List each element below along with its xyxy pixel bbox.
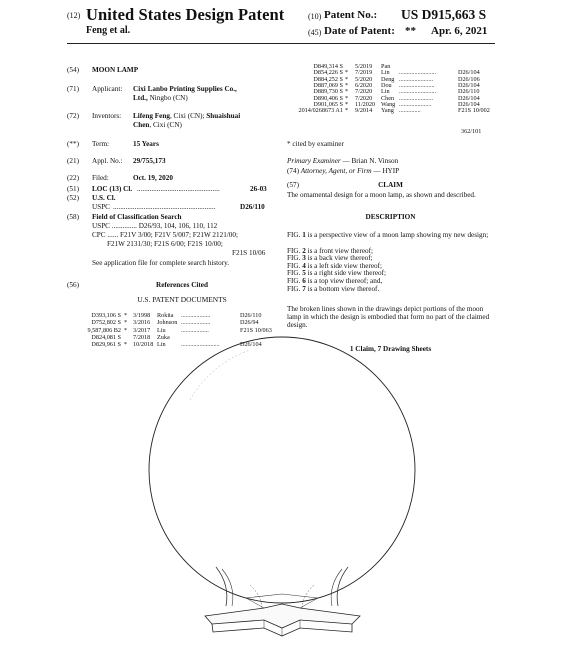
- fig-label: FIG.: [287, 254, 301, 263]
- fcs-uspc: USPC .............. D26/93, 104, 106, 110, 112: [92, 222, 218, 230]
- attorney-name: — HYIP: [371, 167, 400, 175]
- ref-dots: .........................: [181, 342, 220, 349]
- applicant-name-cont: Ltd.,: [133, 94, 148, 102]
- fig-description: is a back view thereof;: [307, 254, 373, 263]
- loc-label: LOC (13) Cl.: [92, 185, 133, 193]
- fcs-cpc-cont: F21W 2131/30; F21S 6/00; F21S 10/00;: [107, 240, 223, 248]
- ref-date: 7/2018: [133, 333, 151, 341]
- ref-dots: ........................: [399, 70, 437, 77]
- ref-class: F21S 10/002: [458, 107, 490, 115]
- cited-note: * cited by examiner: [287, 140, 344, 148]
- ref-star: *: [345, 69, 349, 77]
- examiner-label: Primary Examiner: [287, 157, 341, 165]
- examiner-name: — Brian N. Vinson: [340, 157, 399, 165]
- ref-star: *: [124, 326, 128, 334]
- ref-date: 7/2020: [355, 94, 373, 102]
- term-label: Term:: [92, 140, 110, 148]
- refs-title: References Cited: [156, 281, 208, 289]
- ref-number: 9,587,806 B2: [87, 326, 121, 334]
- patent-no-code: (10): [308, 12, 322, 21]
- ref-number: D752,802 S: [91, 319, 121, 327]
- kind-code: (12): [67, 11, 81, 20]
- filed-date: Oct. 19, 2020: [133, 174, 173, 182]
- stand-base-back-arm: [246, 594, 318, 598]
- claims-summary: 1 Claim, 7 Drawing Sheets: [349, 345, 432, 353]
- filed-label: Filed:: [92, 174, 109, 182]
- ref-name: Pan: [381, 63, 391, 70]
- fig-label: FIG.: [287, 261, 301, 270]
- ref-date: 5/2019: [355, 63, 373, 70]
- inventor-short: Feng et al.: [86, 25, 131, 36]
- ref-dots: ...................: [181, 320, 211, 327]
- fig-description: is a right side view thereof;: [307, 269, 387, 278]
- ref-name: Lin: [157, 341, 166, 349]
- ref-number: D889,730 S: [313, 88, 343, 96]
- ref-star: *: [124, 319, 128, 327]
- attorney-label: Attorney, Agent, or Firm: [300, 167, 372, 175]
- ref-name: Rokita: [157, 312, 174, 319]
- date-label: Date of Patent:: [324, 25, 395, 37]
- ref-star: *: [124, 341, 128, 349]
- ref-name: Johnson: [157, 319, 178, 327]
- loc-code: (51): [67, 185, 79, 193]
- ref-dots: .......................: [399, 83, 435, 90]
- fig-number: 3: [302, 254, 306, 263]
- ref-star: *: [345, 107, 349, 115]
- term-value: 15 Years: [133, 140, 159, 148]
- ref-class: D26/104: [458, 101, 480, 109]
- uspc-value: D26/110: [240, 203, 265, 211]
- ref-date: 11/2020: [355, 101, 376, 109]
- ref-date: 7/2020: [355, 88, 373, 96]
- loc-dots: ..............................................: [137, 185, 220, 193]
- stand-base: [205, 604, 360, 628]
- claim-text: The ornamental design for a moon lamp, as shown and described.: [287, 191, 476, 199]
- inventors-label: Inventors:: [92, 112, 122, 120]
- ref-dots: ..............: [399, 108, 421, 115]
- ref-class: D26/94: [240, 319, 259, 327]
- appl-number: 29/755,173: [133, 157, 166, 165]
- fig-label: FIG.: [287, 246, 301, 255]
- fig-label: FIG.: [287, 284, 301, 293]
- title-code: (54): [67, 66, 79, 74]
- fig-label: FIG.: [287, 231, 301, 239]
- ref-dots: ..................: [181, 327, 209, 334]
- ref-name: Zuka: [157, 333, 170, 341]
- ref-date: 3/2017: [133, 326, 151, 334]
- fig-description: is a perspective view of a moon lamp showing my new design;: [307, 231, 489, 239]
- ref-number: D887,069 S: [313, 82, 343, 90]
- fig-number: 1: [302, 231, 306, 239]
- ref-name: Yang: [381, 107, 394, 115]
- fig-label: FIG.: [287, 277, 301, 285]
- description-title: DESCRIPTION: [365, 213, 416, 221]
- applicant-name: Cixi Lanbo Printing Supplies Co.,: [133, 85, 237, 93]
- ref-name: Liu: [157, 326, 166, 334]
- date-code: (45): [308, 28, 322, 37]
- applicant-label: Applicant:: [92, 85, 123, 93]
- ref-number: D829,961 S: [91, 341, 121, 349]
- ref-number: D890,406 S: [313, 94, 343, 102]
- claim-code: (57): [287, 181, 299, 189]
- inventor-2-cont: Chen: [133, 121, 150, 129]
- ref-name: Lin: [381, 88, 390, 96]
- patent-date: Apr. 6, 2021: [431, 25, 488, 37]
- ref-dots: ...................: [181, 313, 211, 319]
- inventor-1-location: , Cixi (CN);: [169, 112, 205, 120]
- stand-leg-right-inner: [331, 569, 342, 606]
- fig-description: is a top view thereof; and,: [307, 277, 383, 285]
- ref-date: 3/1998: [133, 312, 151, 319]
- ref-dots: ......................: [399, 76, 434, 83]
- ref-date: 7/2019: [355, 69, 373, 77]
- ref-star: *: [345, 94, 349, 102]
- fcs-cpc-cont2: F21S 10/06: [232, 249, 266, 257]
- inventor-2-location: , Cixi (CN): [149, 121, 182, 129]
- ref-number: D901,065 S: [313, 101, 343, 109]
- ref-class: D26/106: [458, 75, 480, 83]
- ref-number: D854,226 S: [313, 69, 343, 77]
- ref-star: *: [345, 75, 349, 83]
- sphere-highlight: [190, 350, 250, 400]
- ref-class: D26/110: [240, 312, 262, 319]
- broken-lines-note: The broken lines shown in the drawings depict portions of the moon lamp in which the design is embodied that form no part of the claimed design.: [287, 305, 490, 330]
- ref-last-cont: 362/101: [461, 128, 482, 135]
- patent-number: US D915,663 S: [401, 7, 487, 22]
- fcs-note: See application file for complete search history.: [92, 259, 230, 267]
- field-code: (58): [67, 213, 79, 221]
- ref-name: Deng: [381, 75, 395, 83]
- fig-description: is a front view thereof;: [307, 246, 374, 255]
- ref-date: 5/2020: [355, 75, 373, 83]
- inventor-2: Shuaishuai: [206, 112, 241, 120]
- ref-star: *: [345, 82, 349, 90]
- ref-number: D824,081 S: [91, 333, 121, 341]
- ref-name: Chen: [381, 94, 395, 102]
- refs-code: (56): [67, 281, 79, 289]
- ref-number: D393,106 S: [91, 312, 121, 319]
- ref-name: Wang: [381, 101, 396, 109]
- fcs-cpc: CPC ...... F21V 3/00; F21V 5/007; F21W 2121/00;: [92, 231, 238, 239]
- fig-number: 5: [302, 269, 306, 278]
- uscl-code: (52): [67, 194, 79, 202]
- attorney-code: (74): [287, 167, 299, 175]
- fig-number: 2: [302, 246, 306, 255]
- ref-number: D849,314 S: [313, 63, 343, 70]
- ref-star: *: [345, 101, 349, 109]
- filed-code: (22): [67, 174, 79, 182]
- uscl-label: U.S. Cl.: [92, 194, 116, 202]
- ref-dots: ........................: [399, 89, 437, 96]
- ref-class: D26/104: [458, 82, 480, 90]
- document-title: United States Design Patent: [86, 5, 285, 24]
- applicant-city: Ningbo (CN): [149, 94, 188, 102]
- appl-code: (21): [67, 157, 79, 165]
- applicant-code: (71): [67, 85, 79, 93]
- fig-number: 6: [302, 277, 306, 285]
- fig-description: is a left side view thereof;: [307, 261, 383, 270]
- appl-label: Appl. No.:: [92, 157, 123, 165]
- term-code: (**): [67, 140, 79, 148]
- ref-dots: .....................: [399, 102, 432, 109]
- ref-number: D884,252 S: [313, 75, 343, 83]
- ref-dots: ......................: [399, 95, 434, 102]
- ref-number: 2014/0268673 A1: [298, 107, 343, 115]
- patent-no-label: Patent No.:: [324, 9, 378, 21]
- ref-star: *: [345, 88, 349, 96]
- ref-date: 3/2016: [133, 319, 151, 327]
- us-docs-title: U.S. PATENT DOCUMENTS: [137, 295, 227, 304]
- ref-date: 10/2018: [133, 341, 154, 349]
- inventors-code: (72): [67, 112, 79, 120]
- ref-class: D26/104: [458, 94, 480, 102]
- stand-leg-left-inner: [222, 569, 233, 606]
- field-label: Field of Classification Search: [92, 213, 182, 221]
- loc-value: 26-03: [250, 185, 267, 193]
- ref-name: Lin: [381, 69, 390, 77]
- fig-number: 4: [302, 261, 306, 270]
- design-title: MOON LAMP: [92, 66, 139, 74]
- ref-class: F21S 10/063: [240, 326, 272, 334]
- ref-star: *: [124, 312, 128, 319]
- inventor-1: Lifeng Feng: [133, 112, 170, 120]
- ref-date: 9/2014: [355, 107, 373, 115]
- uspc-label: USPC: [92, 203, 110, 211]
- date-stars: **: [405, 25, 416, 37]
- fig-label: FIG.: [287, 269, 301, 278]
- lamp-sphere: [149, 333, 415, 603]
- fig-number: 7: [302, 284, 306, 293]
- ref-name: Dou: [381, 82, 392, 90]
- uspc-dots: .........................................................: [113, 203, 216, 211]
- ref-class: D26/104: [458, 69, 480, 77]
- ref-date: 6/2020: [355, 82, 373, 90]
- fig-description: is a bottom view thereof.: [307, 284, 380, 293]
- ref-class: D26/104: [240, 341, 262, 349]
- ref-class: D26/110: [458, 88, 480, 96]
- claim-title: CLAIM: [378, 181, 403, 189]
